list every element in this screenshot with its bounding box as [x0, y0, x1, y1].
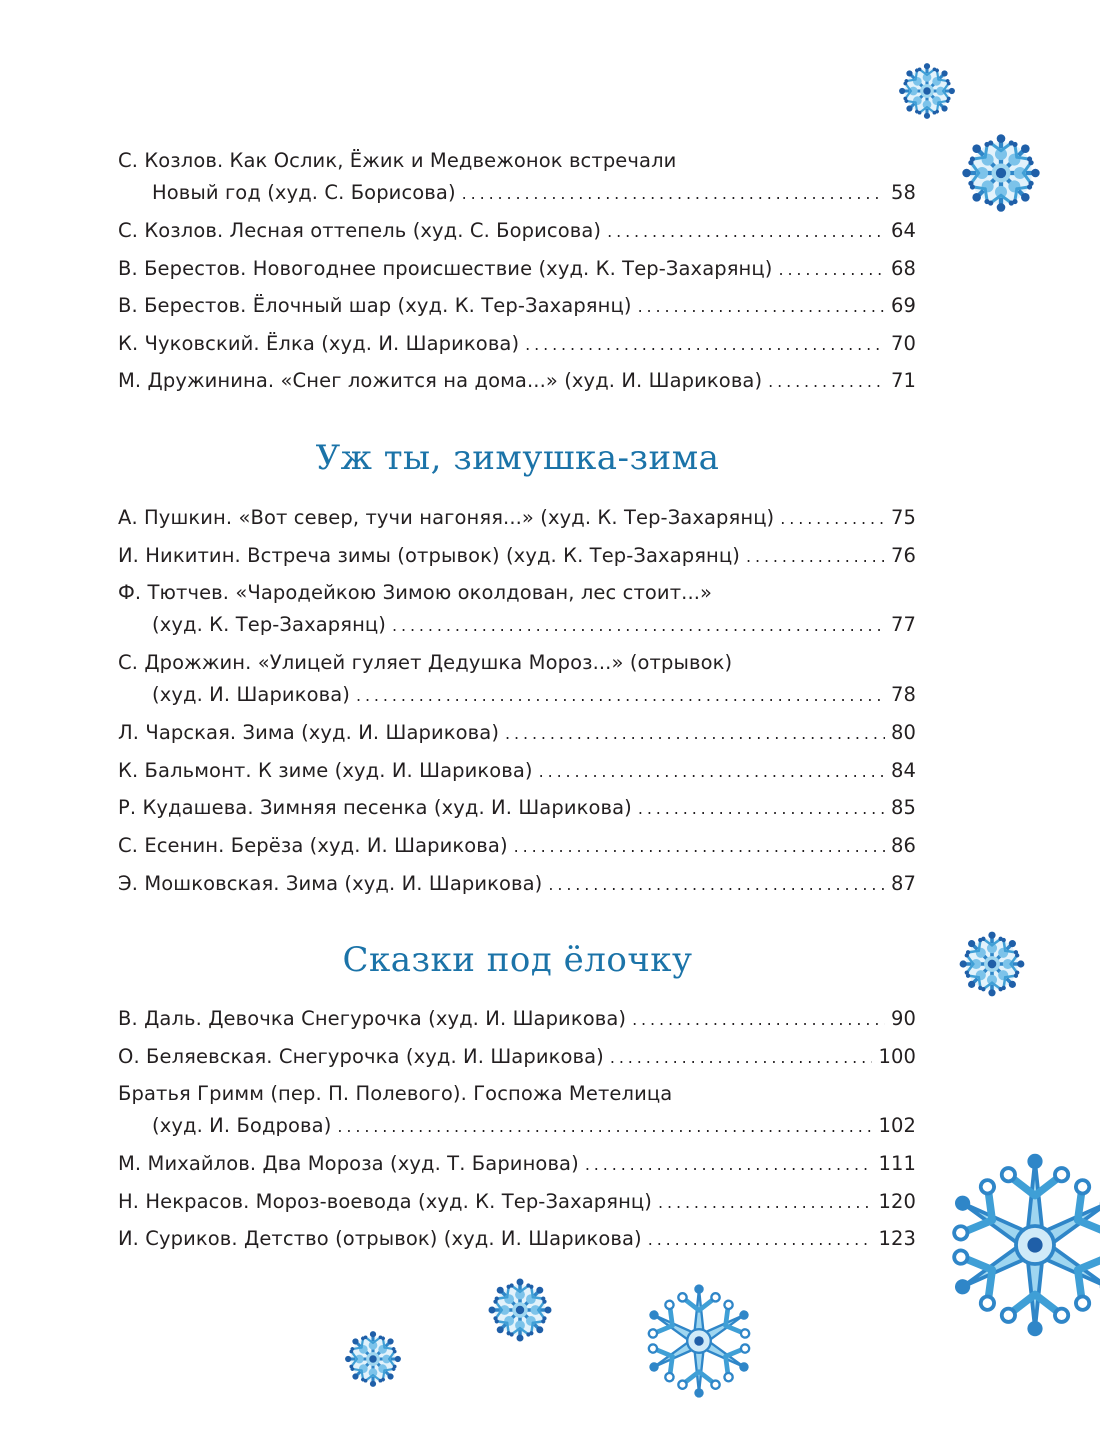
page-number: 87 [890, 871, 916, 895]
toc-entry-title: К. Бальмонт. К зиме (худ. И. Шарикова) [118, 759, 539, 782]
snowflake-icon [640, 1282, 758, 1400]
toc-entry-title-line1: С. Козлов. Как Ослик, Ёжик и Медвежонок встречали [118, 149, 682, 172]
dot-leader [746, 547, 885, 566]
page-number: 84 [890, 758, 916, 782]
toc-entry-title: В. Берестов. Новогоднее происшествие (худ. К. Тер-Захарянц) [118, 257, 778, 280]
dot-leader [356, 686, 885, 705]
toc-entry-title-line1: Братья Гримм (пер. П. Полевого). Госпожа Метелица [118, 1082, 678, 1105]
toc-entry-title: Новый год (худ. С. Борисова) [152, 181, 462, 204]
toc-entry[interactable] [118, 294, 916, 332]
dot-leader [514, 837, 885, 856]
page-number: 85 [890, 796, 916, 820]
dot-leader [632, 1010, 885, 1029]
toc-entry[interactable] [118, 796, 916, 834]
page-number: 58 [890, 181, 916, 204]
toc-entry-title: И. Никитин. Встреча зимы (отрывок) (худ. К. Тер-Захарянц) [118, 544, 746, 567]
toc-entry-title: Н. Некрасов. Мороз-воевода (худ. К. Тер-Захарянц) [118, 1190, 658, 1213]
toc-entry[interactable] [118, 149, 916, 219]
dot-leader [607, 222, 885, 241]
dot-leader [648, 1230, 873, 1249]
dot-leader [780, 509, 885, 528]
dot-leader [525, 335, 885, 354]
page-number: 77 [890, 613, 916, 637]
page-number: 90 [890, 1007, 916, 1030]
toc-entry-title: С. Козлов. Лесная оттепель (худ. С. Борисова) [118, 219, 607, 242]
toc-entry-title: И. Суриков. Детство (отрывок) (худ. И. Шарикова) [118, 1227, 648, 1250]
toc-entry[interactable] [118, 257, 916, 295]
page-number: 69 [890, 294, 916, 318]
snowflake-icon [956, 928, 1028, 1000]
toc-entry[interactable] [118, 506, 916, 544]
toc-entry[interactable] [118, 872, 916, 910]
page-number: 102 [878, 1114, 916, 1138]
page-number: 80 [890, 721, 916, 745]
page-number: 64 [890, 219, 916, 242]
toc-entry-title: В. Даль. Девочка Снегурочка (худ. И. Шарикова) [118, 1007, 632, 1030]
dot-leader [778, 260, 885, 279]
dot-leader [505, 724, 885, 743]
snowflake-icon [940, 1150, 1100, 1340]
page-number: 111 [878, 1152, 916, 1176]
toc-entry[interactable] [118, 1007, 916, 1045]
page-number: 75 [890, 506, 916, 529]
toc-entry[interactable] [118, 1190, 916, 1228]
toc-entry-title-line1: С. Дрожжин. «Улицей гуляет Дедушка Мороз...» (отрывок) [118, 651, 738, 674]
dot-leader [768, 372, 885, 391]
page-number: 76 [890, 543, 916, 567]
page-number: 78 [890, 683, 916, 707]
page-number: 68 [890, 256, 916, 280]
toc-entry[interactable] [118, 834, 916, 872]
toc-entry-title: К. Чуковский. Ёлка (худ. И. Шарикова) [118, 332, 525, 355]
snowflake-icon [485, 1275, 555, 1345]
toc-entry-title: С. Есенин. Берёза (худ. И. Шарикова) [118, 834, 514, 857]
dot-leader [462, 184, 885, 203]
toc-group-1 [118, 149, 916, 407]
dot-leader [548, 875, 885, 894]
dot-leader [539, 762, 885, 781]
toc-entry[interactable] [118, 369, 916, 407]
dot-leader [658, 1193, 872, 1212]
toc-entry[interactable] [118, 332, 916, 370]
dot-leader [392, 616, 885, 635]
toc-entry[interactable] [118, 544, 916, 582]
toc-entry-title: О. Беляевская. Снегурочка (худ. И. Шарикова) [118, 1045, 610, 1068]
toc-entry-title: Э. Мошковская. Зима (худ. И. Шарикова) [118, 872, 548, 895]
snowflake-icon [342, 1328, 404, 1390]
toc-entry[interactable] [118, 759, 916, 797]
toc-entry-title: (худ. И. Бодрова) [152, 1114, 337, 1137]
page-number: 100 [878, 1044, 916, 1068]
page-number: 86 [890, 833, 916, 857]
section-title: Сказки под ёлочку [342, 940, 693, 980]
toc-entry[interactable] [118, 1082, 916, 1152]
toc-entry[interactable] [118, 651, 916, 721]
toc-entry[interactable] [118, 219, 916, 257]
dot-leader [638, 799, 885, 818]
dot-leader [638, 297, 885, 316]
snowflake-icon [896, 60, 958, 122]
toc-entry-title: В. Берестов. Ёлочный шар (худ. К. Тер-Захарянц) [118, 294, 638, 317]
section-title: Уж ты, зимушка-зима [315, 438, 720, 478]
toc-entry[interactable] [118, 1045, 916, 1083]
toc-entry[interactable] [118, 721, 916, 759]
toc-entry-title: (худ. К. Тер-Захарянц) [152, 613, 392, 636]
toc-entry-title: (худ. И. Шарикова) [152, 683, 356, 706]
snowflake-icon [958, 130, 1044, 216]
toc-section-3 [118, 1007, 916, 1265]
toc-entry[interactable] [118, 1227, 916, 1265]
toc-entry-title: М. Дружинина. «Снег ложится на дома...» (худ. И. Шарикова) [118, 369, 768, 392]
toc-entry-title: Р. Кудашева. Зимняя песенка (худ. И. Шарикова) [118, 796, 638, 819]
toc-entry-title: А. Пушкин. «Вот север, тучи нагоняя...» (худ. К. Тер-Захарянц) [118, 506, 780, 529]
toc-entry[interactable] [118, 581, 916, 651]
toc-entry-title: Л. Чарская. Зима (худ. И. Шарикова) [118, 721, 505, 744]
page-number: 120 [878, 1189, 916, 1213]
toc-entry-title: М. Михайлов. Два Мороза (худ. Т. Баринова) [118, 1152, 585, 1175]
page-number: 70 [890, 331, 916, 355]
dot-leader [337, 1117, 872, 1136]
toc-entry[interactable] [118, 1152, 916, 1190]
page-number: 123 [878, 1227, 916, 1251]
page-number: 71 [890, 369, 916, 393]
dot-leader [610, 1048, 873, 1067]
toc-section-2 [118, 506, 916, 909]
toc-entry-title-line1: Ф. Тютчев. «Чародейкою Зимою околдован, лес стоит...» [118, 581, 718, 604]
dot-leader [585, 1155, 873, 1174]
